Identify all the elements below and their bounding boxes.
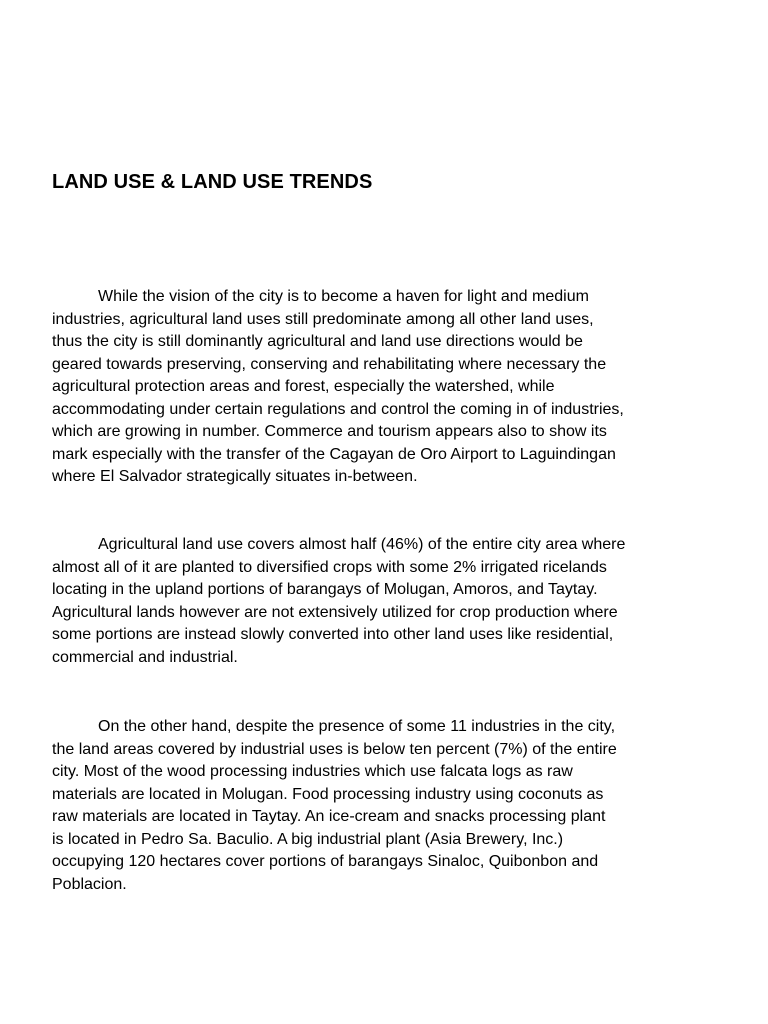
page-title: LAND USE & LAND USE TRENDS bbox=[52, 171, 373, 193]
paragraph-land-use-vision bbox=[52, 286, 704, 489]
paragraph-line: locating in the upland portions of barangays of Molugan, Amoros, and Taytay. bbox=[52, 581, 598, 598]
paragraph-line: is located in Pedro Sa. Baculio. A big industrial plant (Asia Brewery, Inc.) bbox=[52, 830, 564, 848]
paragraph-line: materials are located in Molugan. Food processing industry using coconuts as bbox=[52, 785, 604, 803]
paragraph-line: which are growing in number. Commerce and tourism appears also to show its bbox=[52, 423, 607, 440]
paragraph-line: mark especially with the transfer of the Cagayan de Oro Airport to Laguindingan bbox=[52, 445, 616, 463]
paragraph-line: On the other hand, despite the presence of some 11 industries in the city, bbox=[98, 718, 616, 735]
paragraph-line: agricultural protection areas and forest, especially the watershed, while bbox=[52, 378, 555, 395]
paragraph-line: the land areas covered by industrial uses is below ten percent (7%) of the entire bbox=[52, 740, 617, 758]
paragraph-line: Agricultural land use covers almost half (46%) of the entire city area where bbox=[98, 536, 626, 553]
paragraph-line: some portions are instead slowly converted into other land uses like residential, bbox=[52, 626, 614, 643]
paragraph-line: raw materials are located in Taytay. An ice-cream and snacks processing plant bbox=[52, 808, 606, 825]
paragraph-line: accommodating under certain regulations and control the coming in of industries, bbox=[52, 400, 624, 418]
paragraph-line: where El Salvador strategically situates in-between. bbox=[52, 468, 418, 485]
paragraph-line: occupying 120 hectares cover portions of barangays Sinaloc, Quibonbon and bbox=[52, 853, 599, 870]
paragraph-line: While the vision of the city is to become a haven for light and medium bbox=[98, 288, 589, 305]
paragraph-line: Agricultural lands however are not extensively utilized for crop production where bbox=[52, 603, 618, 621]
paragraph-line: industries, agricultural land uses still predominate among all other land uses, bbox=[52, 310, 594, 328]
paragraph-line: city. Most of the wood processing industries which use falcata logs as raw bbox=[52, 763, 573, 780]
paragraph-line: commercial and industrial. bbox=[52, 648, 238, 666]
paragraph-line: almost all of it are planted to diversified crops with some 2% irrigated ricelands bbox=[52, 558, 607, 576]
paragraph-industrial-land-use bbox=[52, 716, 704, 896]
paragraph-line: thus the city is still dominantly agricultural and land use directions would be bbox=[52, 333, 583, 350]
paragraph-line: geared towards preserving, conserving and rehabilitating where necessary the bbox=[52, 355, 607, 373]
paragraph-line: Poblacion. bbox=[52, 875, 127, 893]
paragraph-agricultural-land-use bbox=[52, 534, 704, 669]
